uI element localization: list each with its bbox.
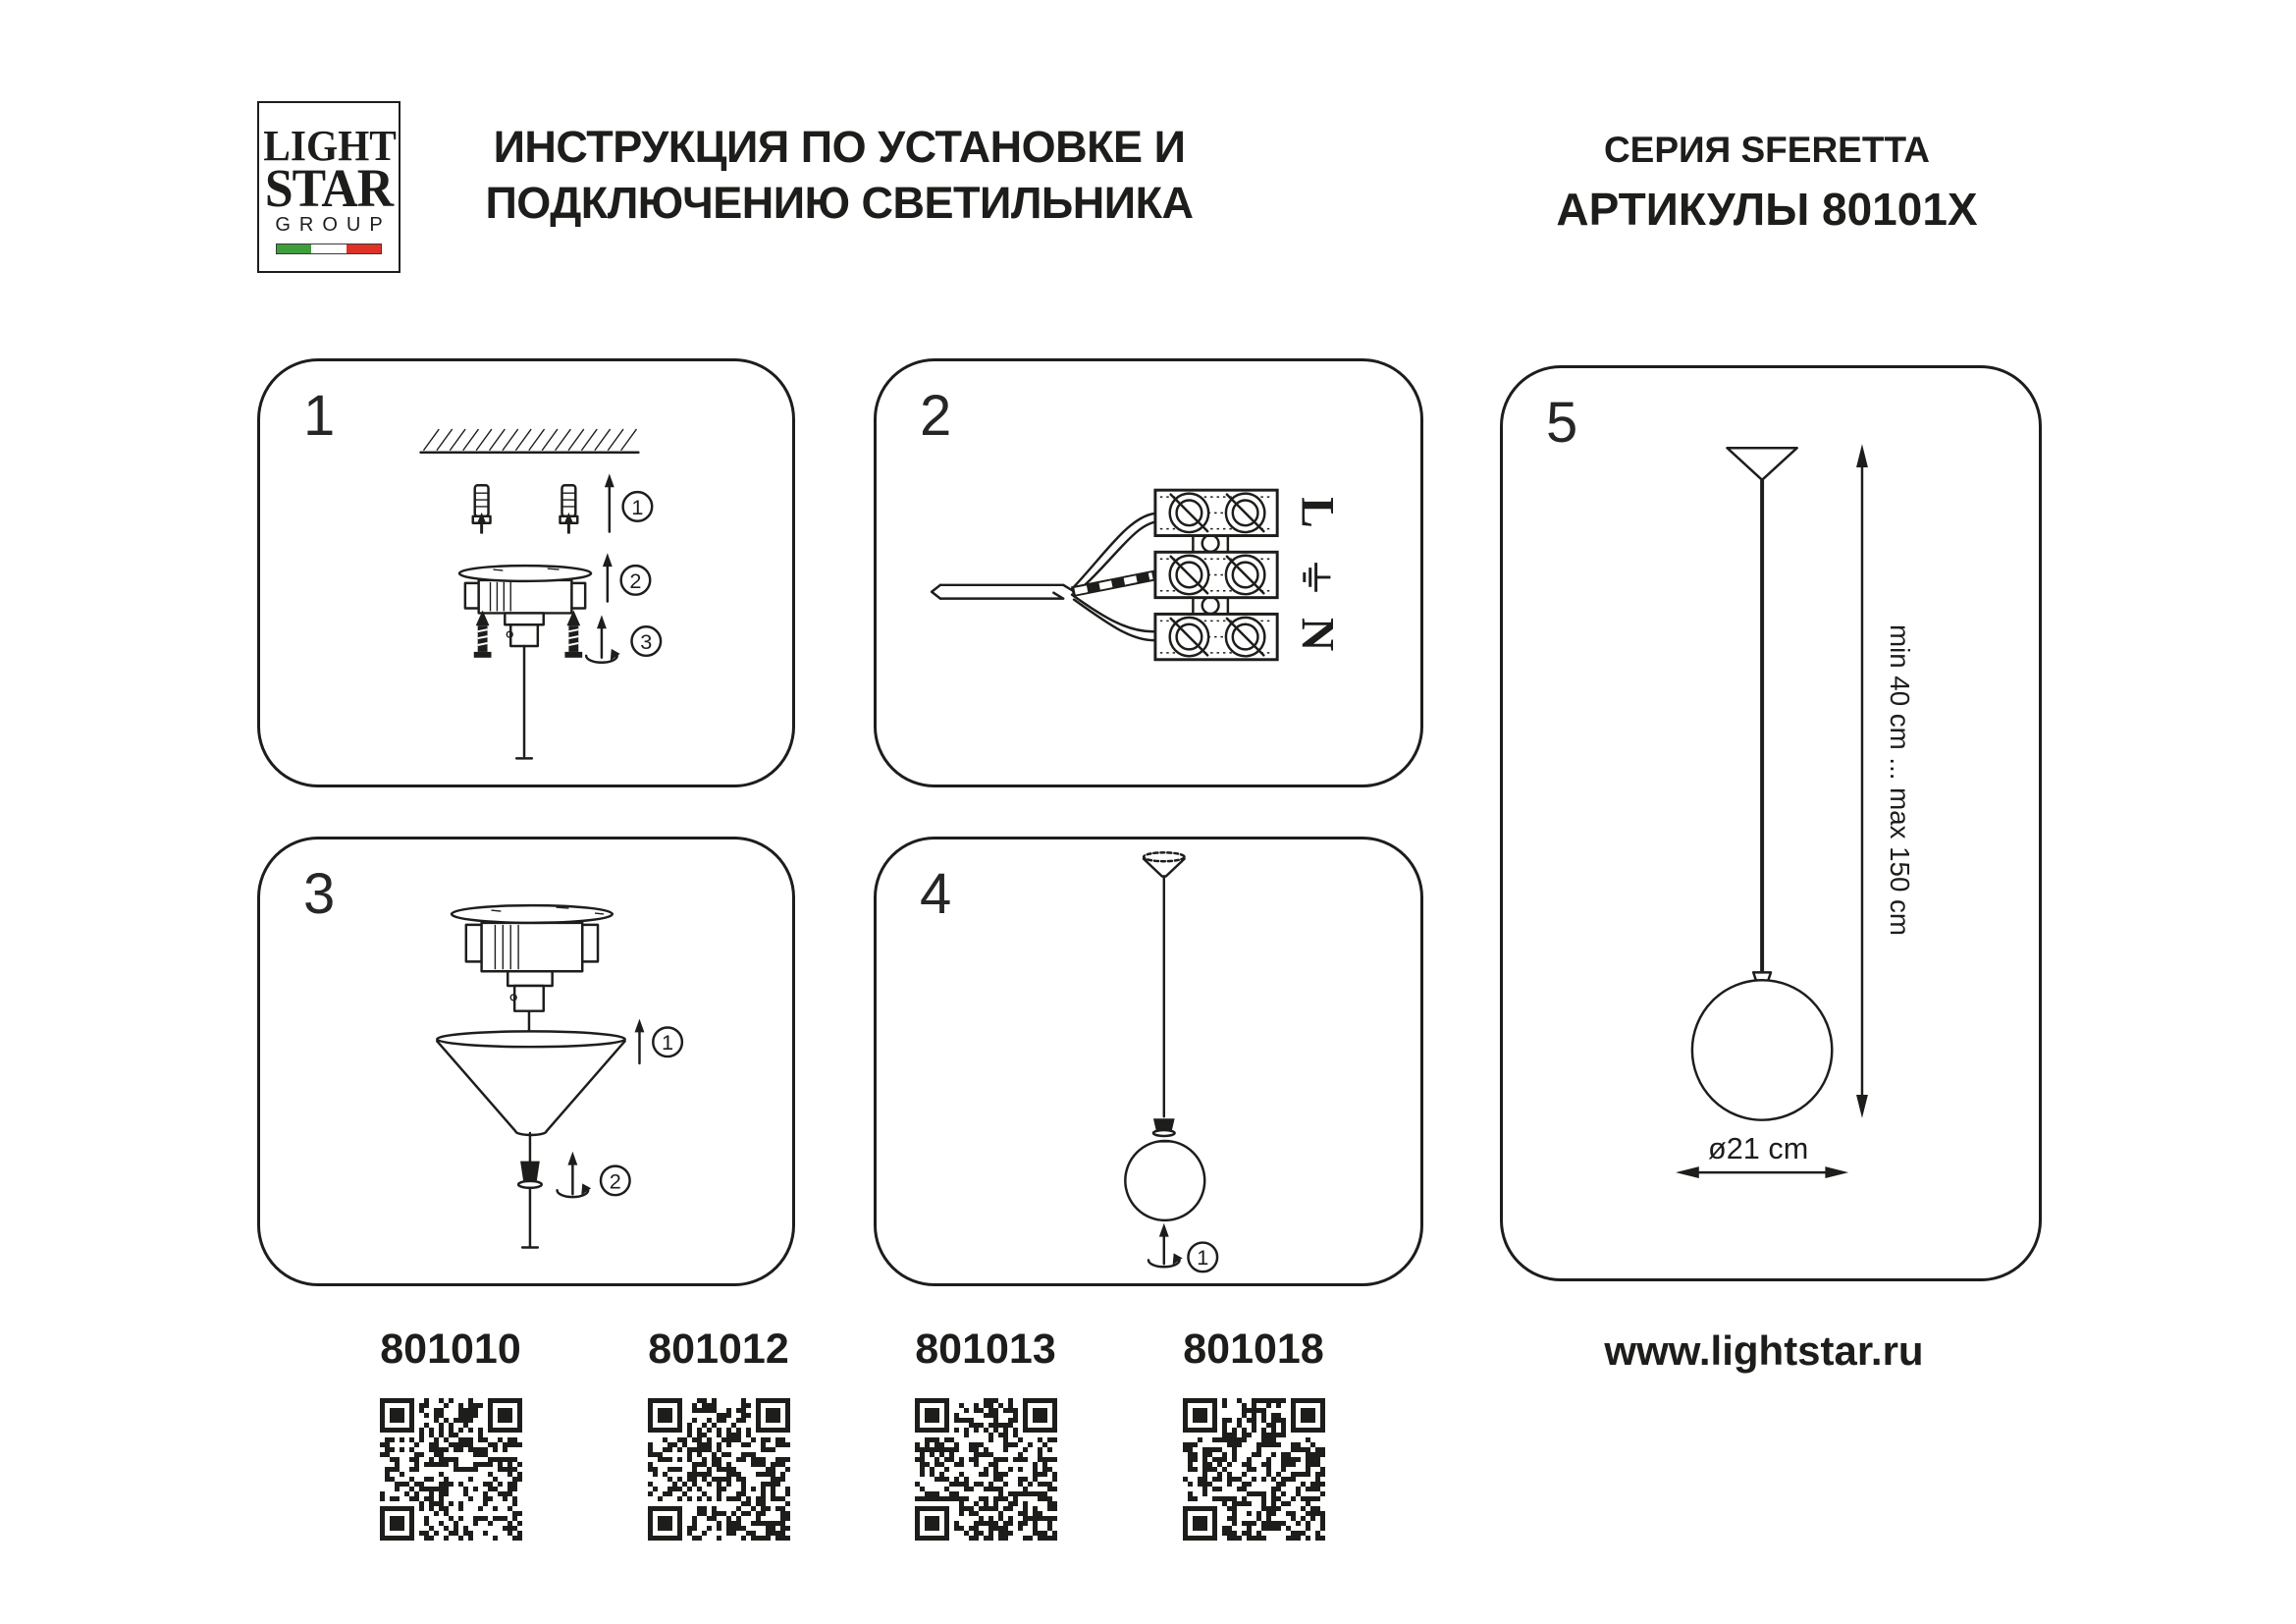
wall-plug-icon: [561, 485, 578, 533]
lamp-holder-icon: [1153, 1118, 1175, 1136]
rotate-arrow-icon: [586, 615, 620, 662]
pendant-cone-icon: [1727, 448, 1796, 480]
step-badge: [621, 566, 651, 595]
logo-text-group: GROUP: [275, 214, 392, 236]
svg-text:2: 2: [629, 568, 642, 593]
series-articles: АРТИКУЛЫ 80101X: [1556, 184, 1978, 235]
page-title: [422, 119, 1256, 231]
rotate-arrow-icon: [1148, 1223, 1183, 1267]
series-block: [1536, 130, 1998, 236]
rotate-arrow-icon: [558, 1152, 592, 1197]
step-2-panel: [874, 358, 1423, 787]
mounting-bracket-icon: [452, 905, 613, 1033]
step-5-number: 5: [1546, 391, 1578, 455]
glass-sphere-icon: [1125, 1141, 1204, 1220]
up-arrow-icon: [603, 553, 613, 601]
cord-grip-icon: [518, 1133, 542, 1247]
up-arrow-icon: [605, 473, 614, 531]
wall-plug-icon: [473, 485, 491, 533]
step-badge: [1188, 1243, 1217, 1272]
svg-text:3: 3: [640, 628, 653, 654]
article-item: [887, 1326, 1084, 1541]
article-code: 801018: [1183, 1326, 1324, 1373]
height-dimension-arrow: [1856, 444, 1868, 1117]
diameter-label: ø21 cm: [1708, 1132, 1809, 1166]
terminal-block: [1155, 552, 1277, 597]
svg-text:2: 2: [609, 1168, 621, 1194]
terminal-block: [1155, 490, 1277, 535]
step-1-diagram: [260, 361, 792, 785]
ground-icon: [1305, 563, 1331, 592]
article-code: 801012: [648, 1326, 789, 1373]
ceiling-canopy-icon: [459, 566, 591, 758]
step-badge: [632, 626, 662, 656]
step-1-panel: [257, 358, 795, 787]
logo-text-star: STAR: [264, 158, 394, 218]
series-name: СЕРИЯ SFERETTA: [1603, 130, 1931, 170]
height-range-label: min 40 cm ... max 150 cm: [1885, 623, 1916, 936]
lightstar-logo: [257, 101, 400, 273]
website-link[interactable]: www.lightstar.ru: [1604, 1327, 1924, 1374]
svg-text:1: 1: [662, 1030, 674, 1056]
up-arrow-icon: [635, 1019, 645, 1063]
step-3-diagram: [260, 839, 792, 1283]
step-2-number: 2: [920, 384, 952, 448]
qr-code: [380, 1398, 522, 1541]
article-code: 801010: [380, 1326, 521, 1373]
qr-code: [1183, 1398, 1325, 1541]
step-badge: [623, 492, 653, 521]
step-4-panel: [874, 837, 1423, 1286]
step-4-number: 4: [920, 862, 952, 926]
pendant-cone-icon: [1144, 852, 1184, 876]
diameter-dimension-arrow: [1676, 1166, 1848, 1178]
step-4-diagram: [877, 839, 1420, 1283]
ceiling-hatch-icon: [420, 429, 638, 453]
screw-icon: [474, 610, 492, 657]
glass-sphere-icon: [1692, 980, 1832, 1119]
article-item: [1155, 1326, 1352, 1541]
wire-lines-icon: [1072, 514, 1155, 640]
svg-text:1: 1: [1197, 1245, 1209, 1271]
svg-text:1: 1: [631, 494, 644, 519]
step-5-panel: [1500, 365, 2042, 1281]
article-item: [620, 1326, 817, 1541]
step-5-dimensions-diagram: [1503, 368, 2039, 1278]
step-3-number: 3: [303, 862, 336, 926]
step-2-wiring-diagram: [877, 361, 1420, 785]
neutral-label: N: [1291, 618, 1343, 652]
qr-code: [915, 1398, 1057, 1541]
italian-flag-icon: [276, 244, 382, 254]
article-code: 801013: [915, 1326, 1056, 1373]
screw-icon: [564, 610, 582, 657]
title-line-2: ПОДКЛЮЧЕНИЮ СВЕТИЛЬНИКА: [485, 178, 1194, 228]
terminal-block: [1155, 614, 1277, 659]
step-3-panel: [257, 837, 795, 1286]
qr-code: [648, 1398, 790, 1541]
logo-text-light: LIGHT: [263, 122, 397, 170]
step-badge: [601, 1166, 630, 1196]
cone-shade-icon: [437, 1031, 624, 1135]
step-badge: [653, 1027, 682, 1056]
title-line-1: ИНСТРУКЦИЯ ПО УСТАНОВКЕ И: [493, 122, 1186, 172]
step-1-number: 1: [303, 384, 336, 448]
supply-cable-icon: [932, 585, 1073, 599]
line-label: L: [1291, 497, 1343, 528]
article-item: [352, 1326, 549, 1541]
